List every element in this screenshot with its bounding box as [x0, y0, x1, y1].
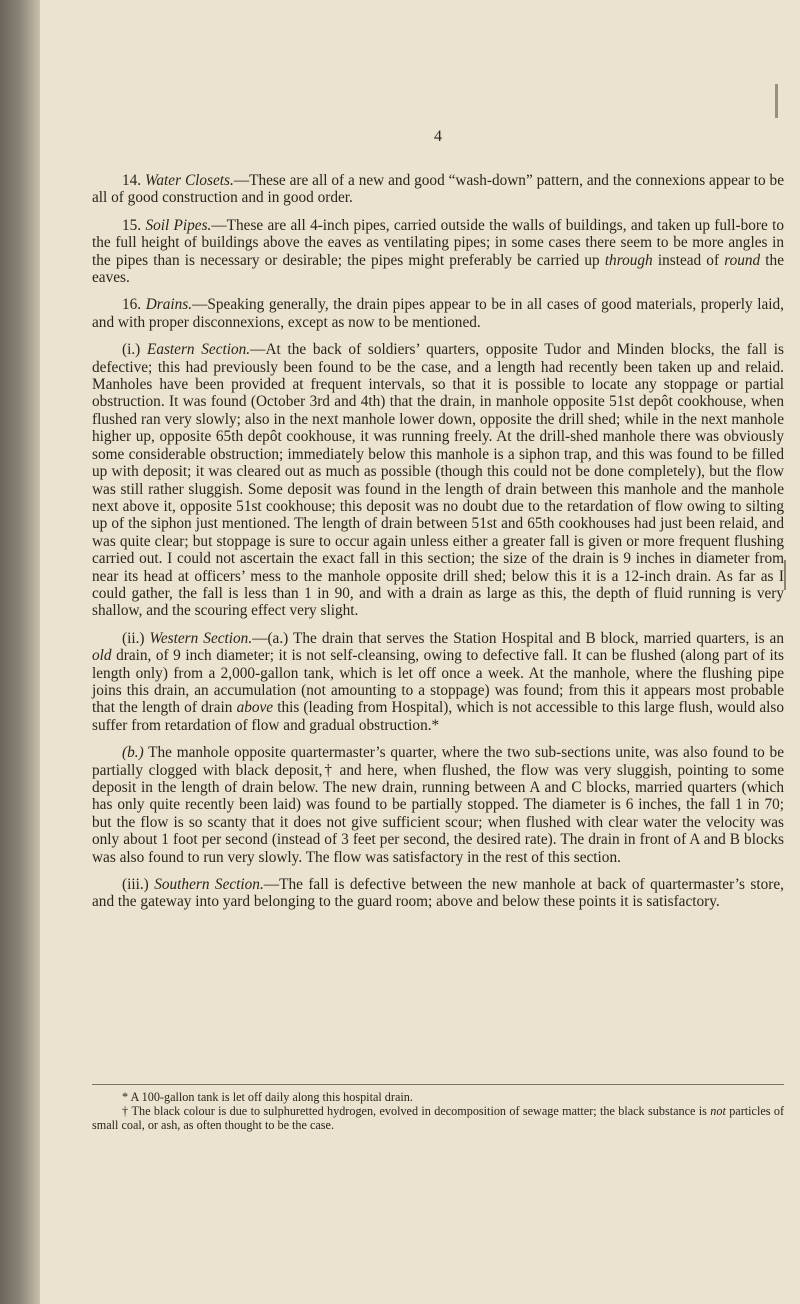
section-heading: Drains. — [145, 296, 193, 314]
footnote: † The black colour is due to sulphuretted hydrogen, evolved in decomposition of sewage matter; the black substance is not particles of small coal, or ash, as often thought to be the case. — [92, 1104, 785, 1132]
paragraph-16: 16. Drains.—Speaking generally, the drain pipes appear to be in all cases of good materials, properly laid, and with proper disconnexions, except as now to be mentioned. — [92, 296, 785, 331]
paragraph-western-section-a: (ii.) Western Section.—(a.) The drain that serves the Station Hospital and B block, married quarters, is an old drain, of 9 inch diameter; it is not self-cleansing, owing to defective fall. It can be flushed (along part of its length only) from a 2,000-gallon tank, which is let off once a week. At the manhole, where the flushing pipe joins this drain, an accumulation (not amounting to a stoppage) was found; from this it appears most probable that the length of drain above this (leading from Hospital), which is not accessible to this large flush, would also suffer from retardation of flow and gradual obstruction.* — [92, 629, 784, 734]
book-spine — [0, 0, 40, 1304]
document-page — [40, 0, 800, 1304]
paragraph-western-section-b: (b.) The manhole opposite quartermaster’s quarter, where the two sub-sections unite, was also found to be partially clogged with black deposit,† and here, when flushed, the flow was very sluggish, pointing to some deposit in the length of drain below. The new drain, running between A and C blocks, married quarters (which has only quite recently been laid) was found to be partially stopped. The diameter is 6 inches, the fall 1 in 70; but the flow is so scanty that it does not give sufficient scour; when flushed with clear water the velocity was only about 1 foot per second (instead of 3 feet per second, the desired rate). The drain in front of A and B blocks was also found to run very slowly. The flow was satisfactory in the rest of this section. — [92, 744, 784, 866]
paragraph-southern-section: (iii.) Southern Section.—The fall is defective between the new manhole at back of quartermaster’s store, and the gateway into yard belonging to the guard room; above and below these points it is satisfactory. — [92, 876, 784, 911]
footnotes — [92, 1090, 784, 1132]
footnote: * A 100-gallon tank is let off daily along this hospital drain. — [122, 1090, 413, 1104]
section-heading: Southern Section. — [154, 876, 264, 894]
section-heading: Water Closets. — [145, 172, 234, 189]
body-text — [92, 172, 784, 921]
margin-mark — [784, 560, 786, 590]
section-heading: Soil Pipes. — [145, 216, 212, 234]
paragraph-eastern-section: (i.) Eastern Section.—At the back of soldiers’ quarters, opposite Tudor and Minden blocks, the fall is defective; this had previously been found to be the case, and a length had recently been taken up and relaid. Manholes have been provided at frequent intervals, so that it is possible to locate any stoppage or partial obstruction. It was found (October 3rd and 4th) that the drain, in manhole opposite 51st depôt cookhouse, when flushed ran very slowly; also in the next manhole lower down, opposite the drill shed; while in the next manhole higher up, opposite 65th depôt cookhouse, it was running freely. At the drill-shed manhole there was obviously some considerable obstruction; immediately below this manhole is a siphon trap, and this was found to be filled up with deposit; it was cleared out as much as possible (though this could not be done completely), but the flow was still rather sluggish. Some deposit was found in the length of drain between this manhole and the manhole next above it, opposite 51st cookhouse; this deposit was no doubt due to the retardation of flow owing to silting up of the siphon just mentioned. The length of drain between 51st and 65th cookhouses had just been relaid, and was quite clear; but stoppage is sure to occur again unless either a greater fall is given or more frequent flushing carried out. I could not ascertain the exact fall in this section; the size of the drain is 9 inches in diameter from near its head at officers’ mess to the manhole opposite drill shed; below this it is a 12-inch drain. As far as I could gather, the fall is less than 1 in 90, and with a drain as large as this, the depth of fluid running is very shallow, and the scouring effect very slight. — [92, 341, 785, 620]
paragraph-14: 14. Water Closets.—These are all of a new and good “wash-down” pattern, and the connexions appear to be all of good construction and in good order. — [92, 172, 784, 207]
margin-mark — [775, 84, 778, 118]
section-heading: Western Section. — [149, 629, 253, 647]
page-number: 4 — [434, 128, 442, 145]
footnote-divider — [92, 1084, 784, 1085]
paragraph-15: 15. Soil Pipes.—These are all 4-inch pipes, carried outside the walls of buildings, and taken up full-bore to the full height of buildings above the eaves as ventilating pipes; in some cases there seem to be more angles in the pipes than is necessary or desirable; the pipes might preferably be carried up through instead of round the eaves. — [92, 216, 784, 287]
section-heading: Eastern Section. — [146, 341, 251, 359]
